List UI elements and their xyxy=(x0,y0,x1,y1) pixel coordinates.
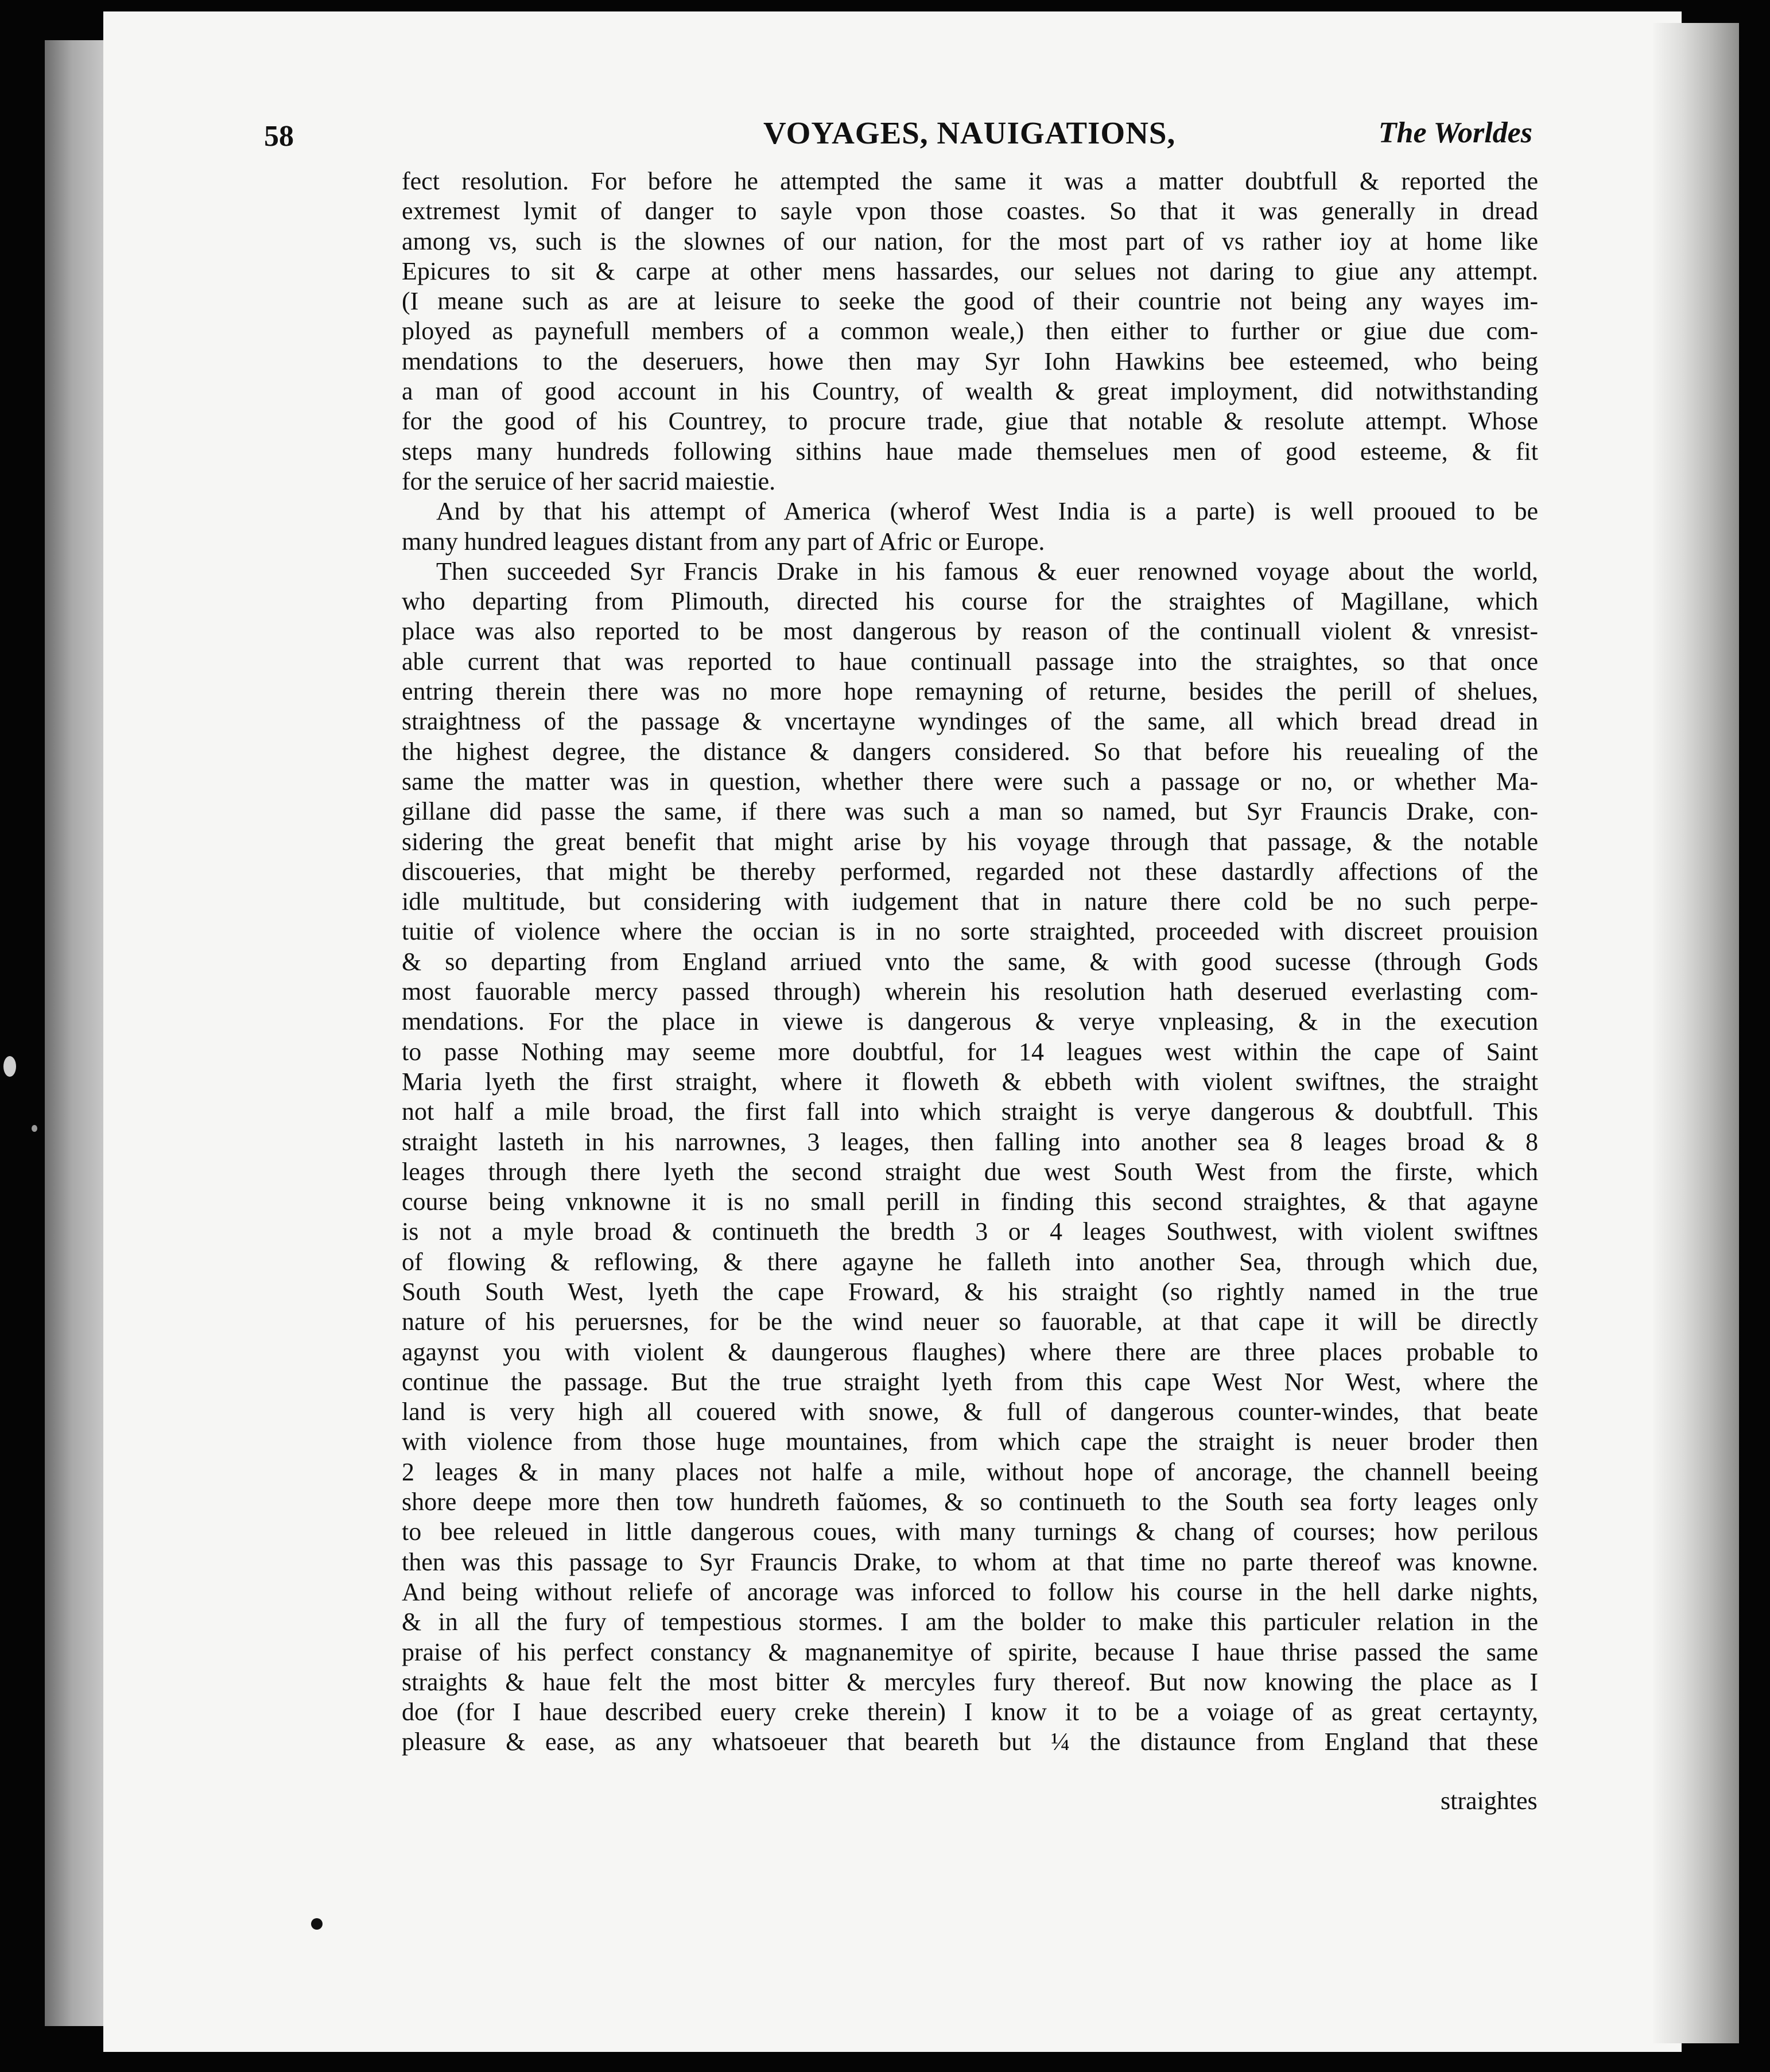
text-line: for the good of his Countrey, to procure trade, giue that notable & resolute attempt. Whose xyxy=(402,407,1538,436)
text-line: then was this passage to Syr Frauncis Drake, to whom at that time no parte thereof was knowne. xyxy=(402,1547,1538,1576)
text-line: mendations to the deseruers, howe then may Syr Iohn Hawkins bee esteemed, who being xyxy=(402,347,1538,375)
text-line: the highest degree, the distance & dangers considered. So that before his reuealing of the xyxy=(402,737,1538,766)
text-line: nature of his peruersnes, for be the wind neuer so fauorable, at that cape it will be directly xyxy=(402,1307,1538,1336)
text-line: idle multitude, but considering with iudgement that in nature there cold be no such perpe- xyxy=(402,887,1538,916)
scan-artifact xyxy=(3,1056,16,1077)
text-line: agaynst you with violent & daungerous flaughes) where there are three places probable to xyxy=(402,1337,1538,1366)
text-line: And being without reliefe of ancorage was inforced to follow his course in the hell darke nights, xyxy=(402,1577,1538,1606)
text-line: extremest lymit of danger to sayle vpon those coastes. So that it was generally in dread xyxy=(402,197,1538,226)
text-line: land is very high all couered with snowe, & full of dangerous counter-windes, that beate xyxy=(402,1398,1538,1426)
text-line: straight lasteth in his narrownes, 3 leages, then falling into another sea 8 leages broad & 8 xyxy=(402,1127,1538,1156)
text-line: & in all the fury of tempestious stormes. I am the bolder to make this particuler relation in the xyxy=(402,1608,1538,1636)
text-line: ployed as paynefull members of a common weale,) then either to further or giue due com- xyxy=(402,317,1538,346)
text-line: pleasure & ease, as any whatsoeuer that beareth but ¼ the distaunce from England that these xyxy=(402,1728,1538,1756)
text-line: continue the passage. But the true straight lyeth from this cape West Nor West, where the xyxy=(402,1367,1538,1396)
text-line: & so departing from England arriued vnto the same, & with good sucesse (through Gods xyxy=(402,947,1538,976)
text-line: who departing from Plimouth, directed his course for the straightes of Magillane, which xyxy=(402,587,1538,616)
text-line: with violence from those huge mountaines, from which cape the straight is neuer broder then xyxy=(402,1427,1538,1456)
text-line: praise of his perfect constancy & magnanemitye of spirite, because I haue thrise passed the same xyxy=(402,1638,1538,1666)
page-number: 58 xyxy=(264,120,294,153)
page-right-edge xyxy=(1653,23,1739,2043)
ink-dot xyxy=(311,1918,323,1930)
text-line: tuitie of violence where the occian is in no sorte straighted, proceeded with discreet prouision xyxy=(402,917,1538,946)
text-line: same the matter was in question, whether there were such a passage or no, or whether Ma- xyxy=(402,767,1538,796)
text-line: shore deepe more then tow hundreth faŭomes, & so continueth to the South sea forty leages only xyxy=(402,1488,1538,1516)
scan-artifact xyxy=(32,1125,37,1132)
text-line: fect resolution. For before he attempted the same it was a matter doubtfull & reported the xyxy=(402,167,1538,195)
text-line: among vs, such is the slownes of our nation, for the most part of vs rather ioy at home like xyxy=(402,227,1538,255)
text-line: straights & haue felt the most bitter & mercyles fury thereof. But now knowing the place as I xyxy=(402,1667,1538,1696)
text-line: steps many hundreds following sithins haue made themselues men of good esteeme, & fit xyxy=(402,437,1538,465)
text-line: a man of good account in his Country, of wealth & great imployment, did notwithstanding xyxy=(402,377,1538,406)
text-line: And by that his attempt of America (wherof West India is a parte) is well prooued to be xyxy=(436,497,1538,526)
text-line: gillane did passe the same, if there was such a man so named, but Syr Frauncis Drake, con- xyxy=(402,797,1538,826)
text-line: not half a mile broad, the first fall into which straight is verye dangerous & doubtfull. This xyxy=(402,1097,1538,1126)
text-line: entring therein there was no more hope remayning of returne, besides the perill of shelues, xyxy=(402,677,1538,706)
text-line: doe (for I haue described euery creke therein) I know it to be a voiage of as great certaynty, xyxy=(402,1698,1538,1726)
text-line: able current that was reported to haue continuall passage into the straightes, so that once xyxy=(402,647,1538,676)
text-line: is not a myle broad & continueth the bredth 3 or 4 leages Southwest, with violent swiftnes xyxy=(402,1217,1538,1246)
text-line: to passe Nothing may seeme more doubtful, for 14 leagues west within the cape of Saint xyxy=(402,1037,1538,1066)
text-line: discoueries, that might be thereby performed, regarded not these dastardly affections of the xyxy=(402,857,1538,886)
text-line: Maria lyeth the first straight, where it floweth & ebbeth with violent swiftnes, the straight xyxy=(402,1067,1538,1096)
text-line: most fauorable mercy passed through) wherein his resolution hath deserued everlasting com- xyxy=(402,977,1538,1006)
text-line: 2 leages & in many places not halfe a mile, without hope of ancorage, the channell beeing xyxy=(402,1457,1538,1486)
facing-page-edge xyxy=(45,40,105,2026)
running-title-right: The Worldes xyxy=(1378,117,1532,149)
catchword: straightes xyxy=(1441,1787,1538,1815)
text-line: mendations. For the place in viewe is dangerous & verye vnpleasing, & in the execution xyxy=(402,1007,1538,1036)
text-line: straightness of the passage & vncertayne wyndinges of the same, all which bread dread in xyxy=(402,707,1538,736)
text-line: leages through there lyeth the second straight due west South West from the firste, which xyxy=(402,1157,1538,1186)
body-text xyxy=(402,166,1538,1757)
text-line: South South West, lyeth the cape Froward, & his straight (so rightly named in the true xyxy=(402,1277,1538,1306)
running-title: VOYAGES, NAUIGATIONS, xyxy=(763,115,1176,150)
text-line: place was also reported to be most dangerous by reason of the continuall violent & vnresist- xyxy=(402,617,1538,646)
text-line: sidering the great benefit that might arise by his voyage through that passage, & the notable xyxy=(402,827,1538,856)
text-line: Epicures to sit & carpe at other mens hassardes, our selues not daring to giue any attempt. xyxy=(402,257,1538,285)
text-line: to bee releued in little dangerous coues, with many turnings & chang of courses; how perilous xyxy=(402,1518,1538,1546)
text-line: of flowing & reflowing, & there agayne he falleth into another Sea, through which due, xyxy=(402,1247,1538,1276)
text-line: Then succeeded Syr Francis Drake in his famous & euer renowned voyage about the world, xyxy=(436,557,1538,585)
text-line: for the seruice of her sacrid maiestie. xyxy=(402,467,776,495)
text-line: course being vnknowne it is no small perill in finding this second straightes, & that agayne xyxy=(402,1188,1538,1216)
text-line: many hundred leagues distant from any part of Afric or Europe. xyxy=(402,527,1045,556)
text-line: (I meane such as are at leisure to seeke the good of their countrie not being any wayes im- xyxy=(402,287,1538,316)
running-header xyxy=(264,115,1544,161)
